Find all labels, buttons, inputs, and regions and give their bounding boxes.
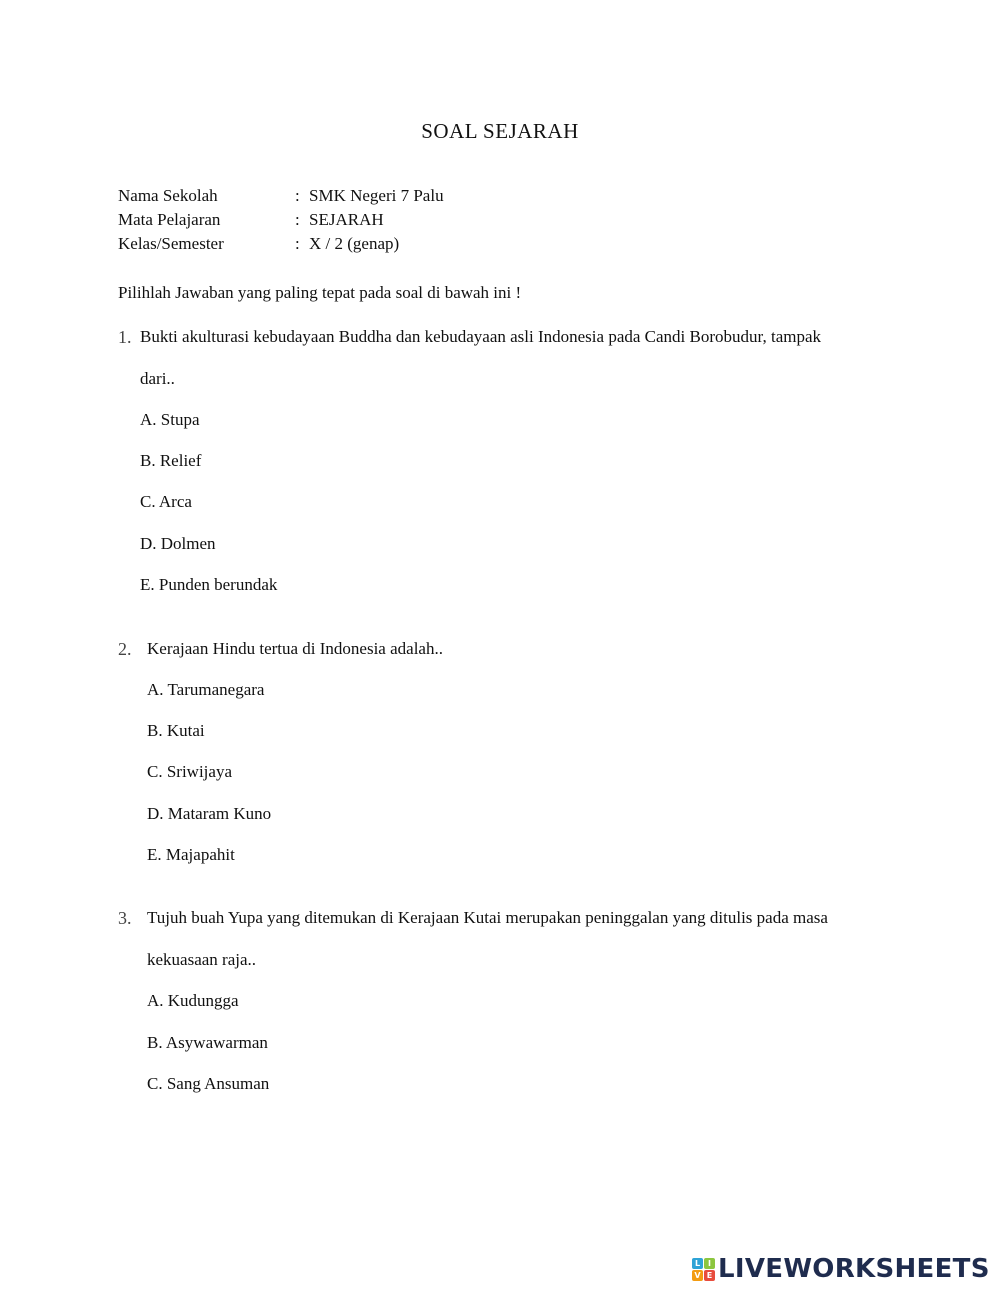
option-a[interactable]: A. Tarumanegara <box>147 680 265 699</box>
liveworksheets-icon <box>692 1258 715 1281</box>
question-number: 2. <box>118 639 132 659</box>
question-text: Tujuh buah Yupa yang ditemukan di Kerajaan Kutai merupakan peninggalan yang ditulis pada masa <box>147 908 828 927</box>
subject-colon: : <box>295 210 300 229</box>
class-value: X / 2 (genap) <box>309 234 400 253</box>
school-value: SMK Negeri 7 Palu <box>309 186 444 205</box>
option-b[interactable]: B. Asywawarman <box>147 1033 268 1052</box>
option-e[interactable]: E. Punden berundak <box>140 575 278 594</box>
question-text-continued: dari.. <box>140 369 175 388</box>
school-colon: : <box>295 186 300 205</box>
option-c[interactable]: C. Sriwijaya <box>147 762 232 781</box>
option-a[interactable]: A. Kudungga <box>147 991 239 1010</box>
logo-text: LIVEWORKSHEETS <box>718 1254 990 1284</box>
subject-label: Mata Pelajaran <box>118 210 221 229</box>
option-a[interactable]: A. Stupa <box>140 410 200 429</box>
class-colon: : <box>295 234 300 253</box>
subject-value: SEJARAH <box>309 210 384 229</box>
question-number: 1. <box>118 327 132 347</box>
page-title: SOAL SEJARAH <box>421 119 579 143</box>
logo-icon-v: V <box>692 1270 703 1281</box>
school-label: Nama Sekolah <box>118 186 218 205</box>
logo-icon-l: L <box>692 1258 703 1269</box>
option-c[interactable]: C. Sang Ansuman <box>147 1074 270 1093</box>
logo-icon-i: I <box>704 1258 715 1269</box>
option-b[interactable]: B. Kutai <box>147 721 205 740</box>
question-text: Kerajaan Hindu tertua di Indonesia adalah.. <box>147 639 443 658</box>
logo-icon-e: E <box>704 1270 715 1281</box>
option-c[interactable]: C. Arca <box>140 492 192 511</box>
option-d[interactable]: D. Dolmen <box>140 534 216 553</box>
question-number: 3. <box>118 908 132 928</box>
option-e[interactable]: E. Majapahit <box>147 845 235 864</box>
option-d[interactable]: D. Mataram Kuno <box>147 804 272 823</box>
option-b[interactable]: B. Relief <box>140 451 202 470</box>
question-text: Bukti akulturasi kebudayaan Buddha dan kebudayaan asli Indonesia pada Candi Borobudur, tampak <box>140 327 822 346</box>
liveworksheets-logo <box>692 1252 990 1286</box>
question-text-continued: kekuasaan raja.. <box>147 950 257 969</box>
instruction-text: Pilihlah Jawaban yang paling tepat pada soal di bawah ini ! <box>118 283 522 302</box>
class-label: Kelas/Semester <box>118 234 224 253</box>
